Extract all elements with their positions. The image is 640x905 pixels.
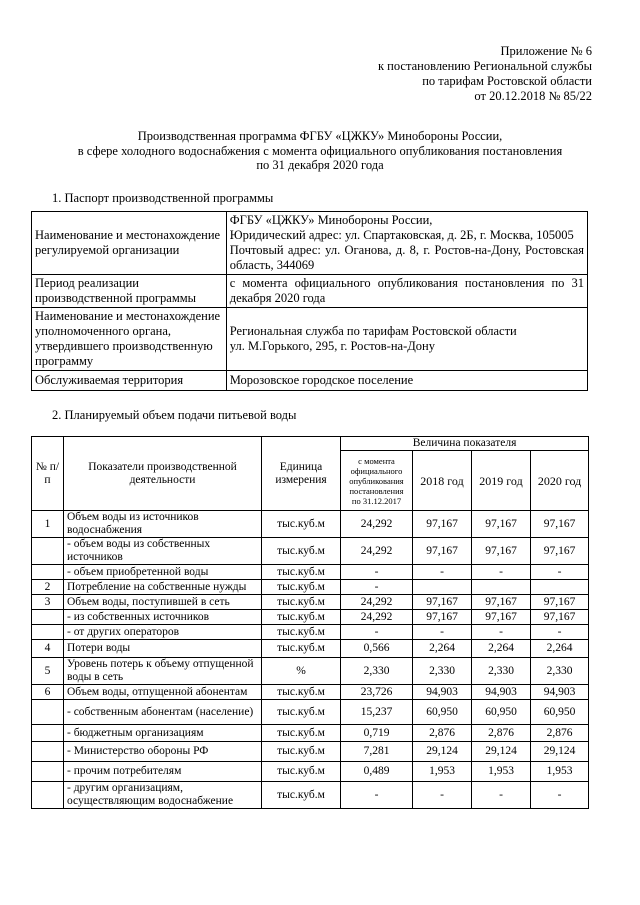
row-value-period0: 24,292: [341, 538, 413, 565]
row-value-2019: [472, 580, 531, 595]
row-value-2020: -: [531, 625, 589, 640]
row-value-2018: -: [413, 625, 472, 640]
row-num: [32, 700, 64, 725]
appendix-line-2: к постановлению Региональной службы: [377, 59, 592, 73]
row-value-period0: -: [341, 580, 413, 595]
row-value-2020: 97,167: [531, 538, 589, 565]
title-line-1: Производственная программа ФГБУ «ЦЖКУ» Минобороны России,: [137, 129, 503, 143]
row-value-2019: 2,264: [472, 640, 531, 658]
value-line: Региональная служба по тарифам Ростовской области: [229, 324, 517, 338]
row-value-2018: -: [413, 782, 472, 809]
table-body: [32, 511, 589, 809]
row-value-2018: 2,330: [413, 658, 472, 685]
row-indicator: Потери воды: [64, 640, 262, 658]
row-value-2020: -: [531, 782, 589, 809]
section-2-heading: 2. Планируемый объем подачи питьевой воды: [52, 408, 297, 422]
row-num: [32, 625, 64, 640]
document-title: [30, 129, 610, 173]
appendix-line-4: от 20.12.2018 № 85/22: [474, 89, 592, 103]
row-value-2019: 2,330: [472, 658, 531, 685]
row-value-2018: 97,167: [413, 610, 472, 625]
row-value-period0: -: [341, 565, 413, 580]
table-row: [32, 762, 589, 782]
row-value-period0: 24,292: [341, 595, 413, 610]
row-value-2018: 60,950: [413, 700, 472, 725]
row-value-2020: 97,167: [531, 610, 589, 625]
passport-value: [226, 212, 587, 275]
row-num: [32, 565, 64, 580]
table-row: [32, 640, 589, 658]
row-value-2019: -: [472, 625, 531, 640]
table-row: [32, 610, 589, 625]
row-value-2019: 1,953: [472, 762, 531, 782]
table-row: [32, 538, 589, 565]
row-value-period0: 7,281: [341, 742, 413, 762]
row-unit: тыс.куб.м: [262, 640, 341, 658]
row-value-2019: 60,950: [472, 700, 531, 725]
passport-table: [31, 211, 588, 391]
row-indicator: - объем приобретенной воды: [64, 565, 262, 580]
row-value-period0: 23,726: [341, 685, 413, 700]
row-indicator: Объем воды, поступившей в сеть: [64, 595, 262, 610]
row-value-2020: 2,330: [531, 658, 589, 685]
row-indicator: - от других операторов: [64, 625, 262, 640]
passport-row: [32, 371, 588, 391]
appendix-line-3: по тарифам Ростовской области: [422, 74, 592, 88]
title-line-3: по 31 декабря 2020 года: [256, 158, 384, 172]
row-value-2019: -: [472, 565, 531, 580]
row-value-2020: 97,167: [531, 595, 589, 610]
row-value-period0: 0,719: [341, 725, 413, 742]
passport-label: Период реализации производственной программы: [32, 275, 227, 308]
row-indicator: Объем воды, отпущенной абонентам: [64, 685, 262, 700]
table-row: [32, 700, 589, 725]
row-value-2020: 29,124: [531, 742, 589, 762]
section-1-heading: 1. Паспорт производственной программы: [52, 191, 274, 205]
passport-label: Наименование и местонахождение уполномоченного органа, утвердившего производственную программу: [32, 308, 227, 371]
table-row: [32, 782, 589, 809]
value-line: ФГБУ «ЦЖКУ» Минобороны России,: [229, 213, 433, 227]
row-value-2018: 97,167: [413, 538, 472, 565]
row-indicator: - собственным абонентам (население): [64, 700, 262, 725]
passport-row: [32, 308, 588, 371]
row-value-2019: 97,167: [472, 538, 531, 565]
row-num: 6: [32, 685, 64, 700]
table-row: [32, 580, 589, 595]
row-num: [32, 762, 64, 782]
row-value-2020: -: [531, 565, 589, 580]
row-value-2018: 1,953: [413, 762, 472, 782]
row-num: 1: [32, 511, 64, 538]
row-num: [32, 742, 64, 762]
table-row: [32, 511, 589, 538]
row-value-2020: 2,264: [531, 640, 589, 658]
row-value-period0: 0,566: [341, 640, 413, 658]
passport-value: [226, 371, 587, 391]
row-num: [32, 610, 64, 625]
table-row: [32, 742, 589, 762]
row-value-2018: 29,124: [413, 742, 472, 762]
row-value-period0: -: [341, 782, 413, 809]
row-unit: тыс.куб.м: [262, 595, 341, 610]
value-line: Юридический адрес: ул. Спартаковская, д. 2Б, г. Москва, 105005: [229, 228, 574, 242]
row-unit: тыс.куб.м: [262, 782, 341, 809]
water-supply-table: [31, 436, 589, 809]
row-value-2019: 97,167: [472, 511, 531, 538]
row-value-2019: -: [472, 782, 531, 809]
row-unit: тыс.куб.м: [262, 762, 341, 782]
row-value-2020: 60,950: [531, 700, 589, 725]
row-value-2018: 97,167: [413, 511, 472, 538]
row-num: [32, 782, 64, 809]
row-value-period0: 15,237: [341, 700, 413, 725]
header-indicator: Показатели производственной деятельности: [64, 437, 262, 511]
row-unit: тыс.куб.м: [262, 625, 341, 640]
row-indicator: Уровень потерь к объему отпущенной воды в сеть: [64, 658, 262, 685]
row-value-2020: 94,903: [531, 685, 589, 700]
value-line: ул. М.Горького, 295, г. Ростов-на-Дону: [229, 339, 435, 353]
row-value-2018: 97,167: [413, 595, 472, 610]
row-value-period0: 24,292: [341, 511, 413, 538]
row-num: 5: [32, 658, 64, 685]
row-indicator: - из собственных источников: [64, 610, 262, 625]
row-value-2018: 2,264: [413, 640, 472, 658]
row-value-period0: 24,292: [341, 610, 413, 625]
table-row: [32, 595, 589, 610]
row-value-2018: 2,876: [413, 725, 472, 742]
row-unit: тыс.куб.м: [262, 610, 341, 625]
table-row: [32, 658, 589, 685]
header-year-2020: 2020 год: [531, 451, 589, 511]
row-num: 4: [32, 640, 64, 658]
header-period0: с момента официального опубликования постановления по 31.12.2017: [341, 451, 413, 511]
table-row: [32, 625, 589, 640]
appendix-header: [378, 44, 592, 104]
row-unit: тыс.куб.м: [262, 742, 341, 762]
row-indicator: - прочим потребителям: [64, 762, 262, 782]
passport-row: [32, 212, 588, 275]
row-value-2018: 94,903: [413, 685, 472, 700]
passport-value: [226, 275, 587, 308]
table-header-row: [32, 437, 589, 451]
header-num: № п/п: [32, 437, 64, 511]
row-indicator: - Министерство обороны РФ: [64, 742, 262, 762]
row-value-2020: 1,953: [531, 762, 589, 782]
row-value-2020: 97,167: [531, 511, 589, 538]
row-num: [32, 538, 64, 565]
row-value-period0: -: [341, 625, 413, 640]
header-unit: Единица измерения: [262, 437, 341, 511]
table-row: [32, 685, 589, 700]
passport-label: Наименование и местонахождение регулируемой организации: [32, 212, 227, 275]
row-num: 3: [32, 595, 64, 610]
header-year-2018: 2018 год: [413, 451, 472, 511]
row-indicator: - объем воды из собственных источников: [64, 538, 262, 565]
appendix-line-1: Приложение № 6: [500, 44, 592, 58]
title-line-2: в сфере холодного водоснабжения с момента официального опубликования постановления: [77, 143, 563, 158]
row-unit: тыс.куб.м: [262, 685, 341, 700]
row-indicator: Объем воды из источников водоснабжения: [64, 511, 262, 538]
row-indicator: - другим организациям, осуществляющим водоснабжение: [64, 782, 262, 809]
passport-label: Обслуживаемая территория: [32, 371, 227, 391]
row-value-period0: 0,489: [341, 762, 413, 782]
row-value-2019: 2,876: [472, 725, 531, 742]
row-unit: тыс.куб.м: [262, 565, 341, 580]
row-value-2019: 97,167: [472, 595, 531, 610]
header-value-group: Величина показателя: [341, 437, 589, 451]
value-line: Морозовское городское поселение: [229, 373, 414, 387]
row-unit: тыс.куб.м: [262, 725, 341, 742]
row-value-period0: 2,330: [341, 658, 413, 685]
row-unit: тыс.куб.м: [262, 700, 341, 725]
row-indicator: Потребление на собственные нужды: [64, 580, 262, 595]
passport-value: [226, 308, 587, 371]
row-num: [32, 725, 64, 742]
row-num: 2: [32, 580, 64, 595]
row-unit: тыс.куб.м: [262, 511, 341, 538]
value-line: Почтовый адрес: ул. Оганова, д. 8, г. Ростов-на-Дону, Ростовская область, 344069: [229, 243, 584, 272]
table-row: [32, 565, 589, 580]
row-value-2019: 94,903: [472, 685, 531, 700]
row-unit: тыс.куб.м: [262, 580, 341, 595]
row-unit: тыс.куб.м: [262, 538, 341, 565]
row-value-2020: [531, 580, 589, 595]
header-year-2019: 2019 год: [472, 451, 531, 511]
value-line: с момента официального опубликования постановления по 31 декабря 2020 года: [229, 276, 584, 305]
row-value-2018: [413, 580, 472, 595]
row-value-2018: -: [413, 565, 472, 580]
row-value-2020: 2,876: [531, 725, 589, 742]
row-indicator: - бюджетным организациям: [64, 725, 262, 742]
row-value-2019: 29,124: [472, 742, 531, 762]
passport-row: [32, 275, 588, 308]
table-row: [32, 725, 589, 742]
row-value-2019: 97,167: [472, 610, 531, 625]
row-unit: %: [262, 658, 341, 685]
